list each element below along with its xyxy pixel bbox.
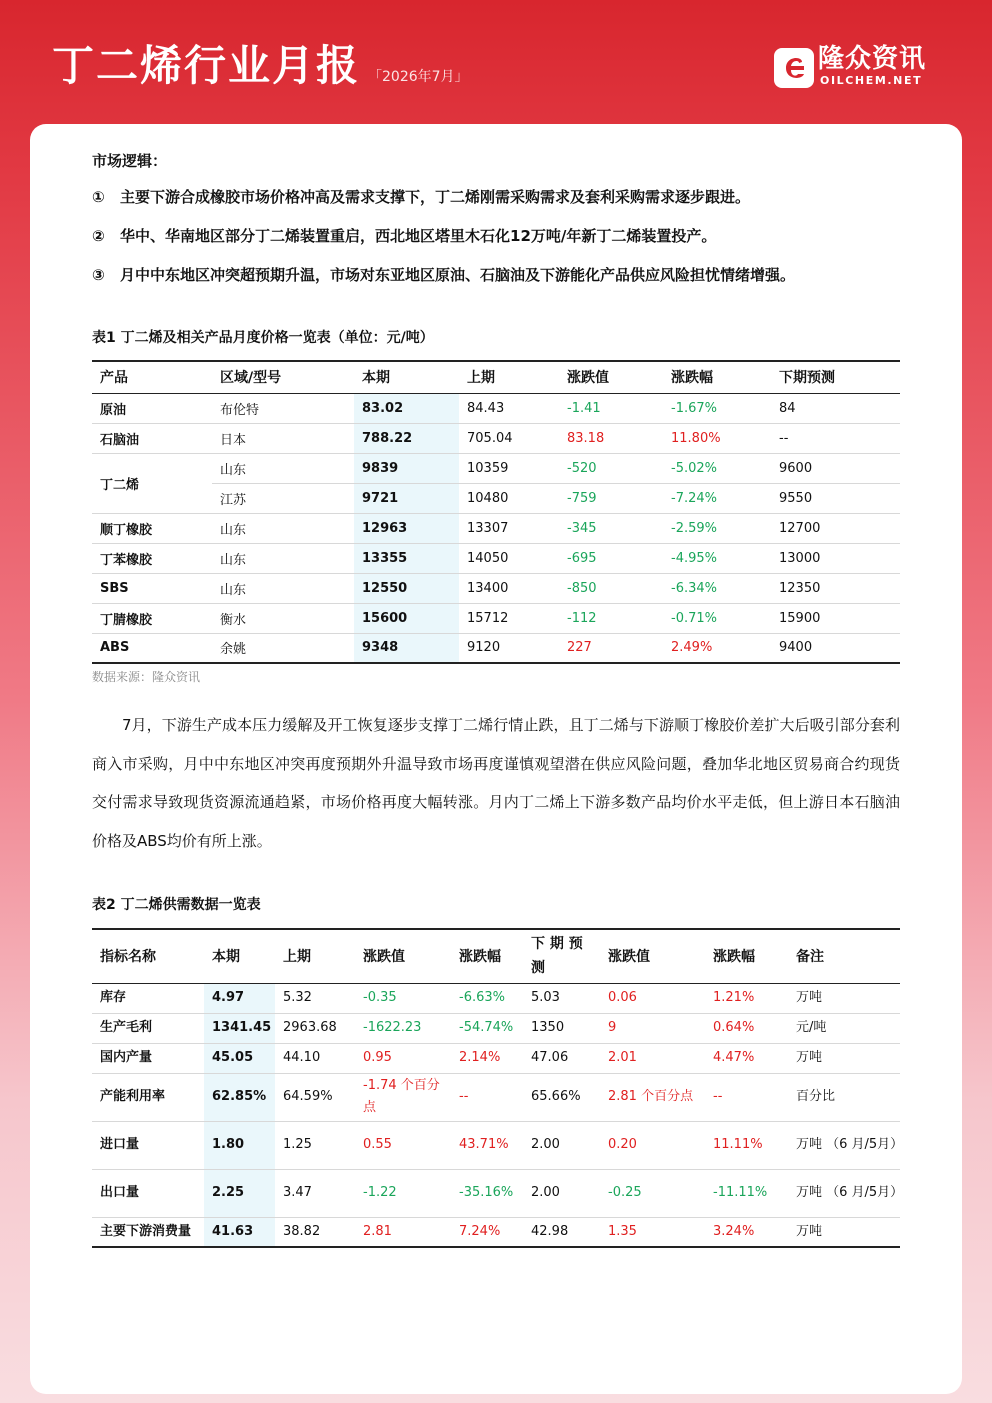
change-cell: -1.41 (567, 400, 601, 416)
change-cell: -112 (567, 610, 597, 626)
logic-item-text: 月中中东地区冲突超预期升温，市场对东亚地区原油、石脑油及下游能化产品供应风险担忧情绪增强。 (120, 266, 796, 284)
current-cell: 9721 (354, 483, 459, 513)
forecast-cell: 9550 (779, 490, 813, 506)
current-cell: 15600 (354, 603, 459, 633)
table-row (92, 1217, 900, 1247)
percent-cell: -4.95% (671, 550, 717, 566)
col-header: 区域/型号 (220, 370, 282, 387)
indicator-cell: 进口量 (100, 1137, 140, 1152)
table2-caption: 表2 丁二烯供需数据一览表 (92, 897, 261, 913)
logic-item-number: ③ (92, 266, 105, 284)
current-cell: 1341.45 (204, 1013, 275, 1043)
note-cell: 万吨 (796, 1223, 823, 1239)
note-cell: 元/吨 (796, 1020, 827, 1035)
current-cell: 83.02 (354, 393, 459, 423)
forecast-change-cell: -0.25 (608, 1185, 642, 1200)
logic-item (92, 264, 795, 285)
change-cell: 0.55 (363, 1137, 392, 1152)
percent-cell: -5.02% (671, 460, 717, 476)
table-row (92, 983, 900, 1013)
col-header: 下 期 预 测 (531, 936, 583, 977)
region-cell: 余姚 (220, 642, 247, 658)
previous-cell: 5.32 (283, 990, 312, 1005)
table-header-row (92, 929, 900, 983)
report-date: 「2026年7月」 (368, 69, 469, 85)
note-cell: 万吨 (796, 1050, 823, 1065)
region-cell: 山东 (220, 552, 247, 568)
table-row (92, 1043, 900, 1073)
change-cell: -1.22 (363, 1185, 397, 1200)
table-row (92, 603, 900, 633)
logo-text-cn: 隆众资讯 (818, 44, 927, 74)
report-title: 丁二烯行业月报 (52, 41, 361, 90)
current-cell: 12963 (354, 513, 459, 543)
current-cell: 788.22 (354, 423, 459, 453)
forecast-cell: 42.98 (531, 1223, 569, 1239)
change-cell: -1622.23 (363, 1020, 422, 1035)
supply-demand-table (92, 928, 904, 1248)
change-cell: -759 (567, 490, 597, 506)
percent-cell: 11.80% (671, 430, 721, 446)
data-source: 数据来源：隆众资讯 (92, 670, 201, 684)
forecast-percent-cell: 11.11% (713, 1137, 763, 1152)
table-row (92, 1121, 900, 1169)
indicator-cell: 主要下游消费量 (100, 1223, 192, 1239)
forecast-cell: 1350 (531, 1020, 565, 1035)
product-cell: 石脑油 (100, 432, 140, 448)
current-cell: 9348 (354, 633, 459, 663)
forecast-cell: 13000 (779, 550, 821, 566)
table-row (92, 483, 900, 513)
forecast-change-cell: 2.01 (608, 1050, 637, 1065)
percent-cell: -- (459, 1089, 469, 1104)
previous-cell: 15712 (467, 610, 509, 626)
change-cell: -850 (567, 580, 597, 596)
table-row (92, 1169, 900, 1217)
logo-text-en: OILCHEM.NET (820, 74, 923, 87)
logic-item-number: ② (92, 227, 105, 245)
forecast-change-cell: 9 (608, 1020, 617, 1035)
logic-item-text: 主要下游合成橡胶市场价格冲高及需求支撑下，丁二烯刚需采购需求及套利采购需求逐步跟进。 (120, 188, 751, 206)
current-cell: 2.25 (204, 1169, 275, 1217)
previous-cell: 64.59% (283, 1089, 333, 1104)
forecast-cell: 9400 (779, 640, 813, 656)
region-cell: 日本 (220, 432, 247, 448)
forecast-cell: 15900 (779, 610, 821, 626)
content-card (30, 124, 962, 1394)
previous-cell: 9120 (467, 640, 501, 656)
col-header: 上期 (467, 370, 495, 387)
table-row (92, 513, 900, 543)
logic-item-number: ① (92, 188, 105, 206)
percent-cell: 2.14% (459, 1050, 501, 1065)
oilchem-logo (774, 44, 944, 90)
region-cell: 布伦特 (220, 402, 260, 418)
percent-cell: -7.24% (671, 490, 717, 506)
percent-cell: -6.63% (459, 990, 505, 1005)
table-row (92, 543, 900, 573)
change-cell: -0.35 (363, 990, 397, 1005)
col-header: 本期 (362, 370, 390, 387)
col-header: 下期预测 (779, 370, 835, 387)
indicator-cell: 出口量 (100, 1185, 140, 1200)
percent-cell: -1.67% (671, 400, 717, 416)
previous-cell: 13307 (467, 520, 509, 536)
product-cell: SBS (100, 580, 129, 596)
product-cell: ABS (100, 640, 130, 656)
product-cell: 丁腈橡胶 (100, 612, 153, 628)
forecast-cell: 12700 (779, 520, 821, 536)
forecast-cell: 5.03 (531, 990, 560, 1005)
table1-caption: 表1 丁二烯及相关产品月度价格一览表（单位：元/吨） (92, 330, 434, 346)
report-header (0, 0, 992, 125)
forecast-cell: 2.00 (531, 1185, 560, 1200)
col-header: 涨跌值 (567, 370, 609, 387)
price-table (92, 360, 900, 664)
note-cell: 万吨 (796, 990, 823, 1005)
col-header: 涨跌幅 (459, 949, 501, 966)
previous-cell: 3.47 (283, 1185, 312, 1200)
current-cell: 12550 (354, 573, 459, 603)
percent-cell: 7.24% (459, 1223, 501, 1239)
change-cell: -345 (567, 520, 597, 536)
col-header: 涨跌值 (363, 949, 405, 966)
product-cell: 丁二烯 (92, 453, 212, 513)
forecast-cell: 47.06 (531, 1050, 569, 1065)
table-row (92, 423, 900, 453)
change-cell: -695 (567, 550, 597, 566)
region-cell: 山东 (220, 582, 247, 598)
percent-cell: -2.59% (671, 520, 717, 536)
percent-cell: 43.71% (459, 1137, 509, 1152)
forecast-cell: 9600 (779, 460, 813, 476)
col-header: 本期 (212, 949, 240, 966)
col-header: 涨跌值 (608, 949, 650, 966)
indicator-cell: 生产毛利 (100, 1020, 153, 1035)
percent-cell: -0.71% (671, 610, 717, 626)
current-cell: 62.85% (204, 1073, 275, 1121)
note-cell: 万吨 （6 月/5月） (796, 1137, 904, 1152)
forecast-cell: 2.00 (531, 1137, 560, 1152)
change-cell: 0.95 (363, 1050, 392, 1065)
current-cell: 9839 (354, 453, 459, 483)
table-row (92, 573, 900, 603)
product-cell: 丁苯橡胶 (100, 552, 153, 568)
forecast-cell: 65.66% (531, 1089, 581, 1104)
logic-item (92, 186, 750, 207)
table-row (92, 1013, 900, 1043)
change-cell: 2.81 (363, 1223, 392, 1239)
note-cell: 百分比 (796, 1089, 836, 1104)
table-row (92, 633, 900, 663)
region-cell: 江苏 (220, 492, 247, 508)
forecast-cell: -- (779, 430, 789, 446)
col-header: 涨跌幅 (671, 370, 713, 387)
change-cell: 227 (567, 640, 592, 656)
previous-cell: 84.43 (467, 400, 505, 416)
forecast-percent-cell: 3.24% (713, 1223, 755, 1239)
col-header: 备注 (796, 949, 824, 966)
current-cell: 4.97 (204, 983, 275, 1013)
region-cell: 山东 (220, 462, 247, 478)
previous-cell: 2963.68 (283, 1020, 337, 1035)
current-cell: 41.63 (204, 1217, 275, 1247)
col-header: 产品 (100, 370, 128, 387)
forecast-cell: 84 (779, 400, 796, 416)
change-cell: 83.18 (567, 430, 605, 446)
indicator-cell: 库存 (100, 990, 127, 1005)
current-cell: 13355 (354, 543, 459, 573)
table-row (92, 453, 900, 483)
forecast-percent-cell: -11.11% (713, 1185, 768, 1200)
table-row (92, 1073, 900, 1121)
region-cell: 山东 (220, 522, 247, 538)
change-cell: -1.74 个百分点 (363, 1078, 440, 1115)
previous-cell: 1.25 (283, 1137, 312, 1152)
logo-mark-icon (774, 48, 814, 88)
note-cell: 万吨 （6 月/5月） (796, 1185, 904, 1200)
product-cell: 原油 (100, 402, 127, 418)
forecast-change-cell: 1.35 (608, 1223, 637, 1239)
previous-cell: 705.04 (467, 430, 513, 446)
forecast-change-cell: 0.20 (608, 1137, 637, 1152)
percent-cell: 2.49% (671, 640, 713, 656)
forecast-change-cell: 0.06 (608, 990, 637, 1005)
table-header-row (92, 361, 900, 393)
forecast-percent-cell: 4.47% (713, 1050, 755, 1065)
percent-cell: -6.34% (671, 580, 717, 596)
analysis-paragraph: 7月，下游生产成本压力缓解及开工恢复逐步支撑丁二烯行情止跌，且丁二烯与下游顺丁橡胶价差扩大后吸引部分套利商入市采购，月中中东地区冲突再度预期外升温导致市场再度谨慎观望潜在供应风险问题，叠加华北地区贸易商合约现货交付需求导致现货资源流通趋紧，市场价格再度大幅转涨。月内丁二烯上下游多数产品均价水平走低，但上游日本石脑油价格及ABS均价有所上涨。 (92, 716, 900, 850)
current-cell: 1.80 (204, 1121, 275, 1169)
indicator-cell: 产能利用率 (100, 1089, 166, 1104)
table-row (92, 393, 900, 423)
percent-cell: -35.16% (459, 1185, 514, 1200)
previous-cell: 14050 (467, 550, 509, 566)
previous-cell: 38.82 (283, 1223, 321, 1239)
previous-cell: 13400 (467, 580, 509, 596)
previous-cell: 10359 (467, 460, 509, 476)
change-cell: -520 (567, 460, 597, 476)
product-cell: 顺丁橡胶 (100, 522, 153, 538)
forecast-percent-cell: 0.64% (713, 1020, 755, 1035)
forecast-change-cell: 2.81 个百分点 (608, 1089, 694, 1104)
forecast-percent-cell: -- (713, 1089, 723, 1104)
previous-cell: 44.10 (283, 1050, 321, 1065)
logic-item (92, 225, 716, 246)
region-cell: 衡水 (220, 612, 247, 628)
col-header: 涨跌幅 (713, 949, 755, 966)
indicator-cell: 国内产量 (100, 1050, 153, 1065)
forecast-percent-cell: 1.21% (713, 990, 755, 1005)
previous-cell: 10480 (467, 490, 509, 506)
col-header: 指标名称 (100, 949, 156, 966)
forecast-cell: 12350 (779, 580, 821, 596)
percent-cell: -54.74% (459, 1020, 514, 1035)
col-header: 上期 (283, 949, 311, 966)
logic-item-text: 华中、华南地区部分丁二烯装置重启，西北地区塔里木石化12万吨/年新丁二烯装置投产。 (120, 227, 717, 245)
market-logic-title: 市场逻辑： (92, 152, 168, 170)
current-cell: 45.05 (204, 1043, 275, 1073)
